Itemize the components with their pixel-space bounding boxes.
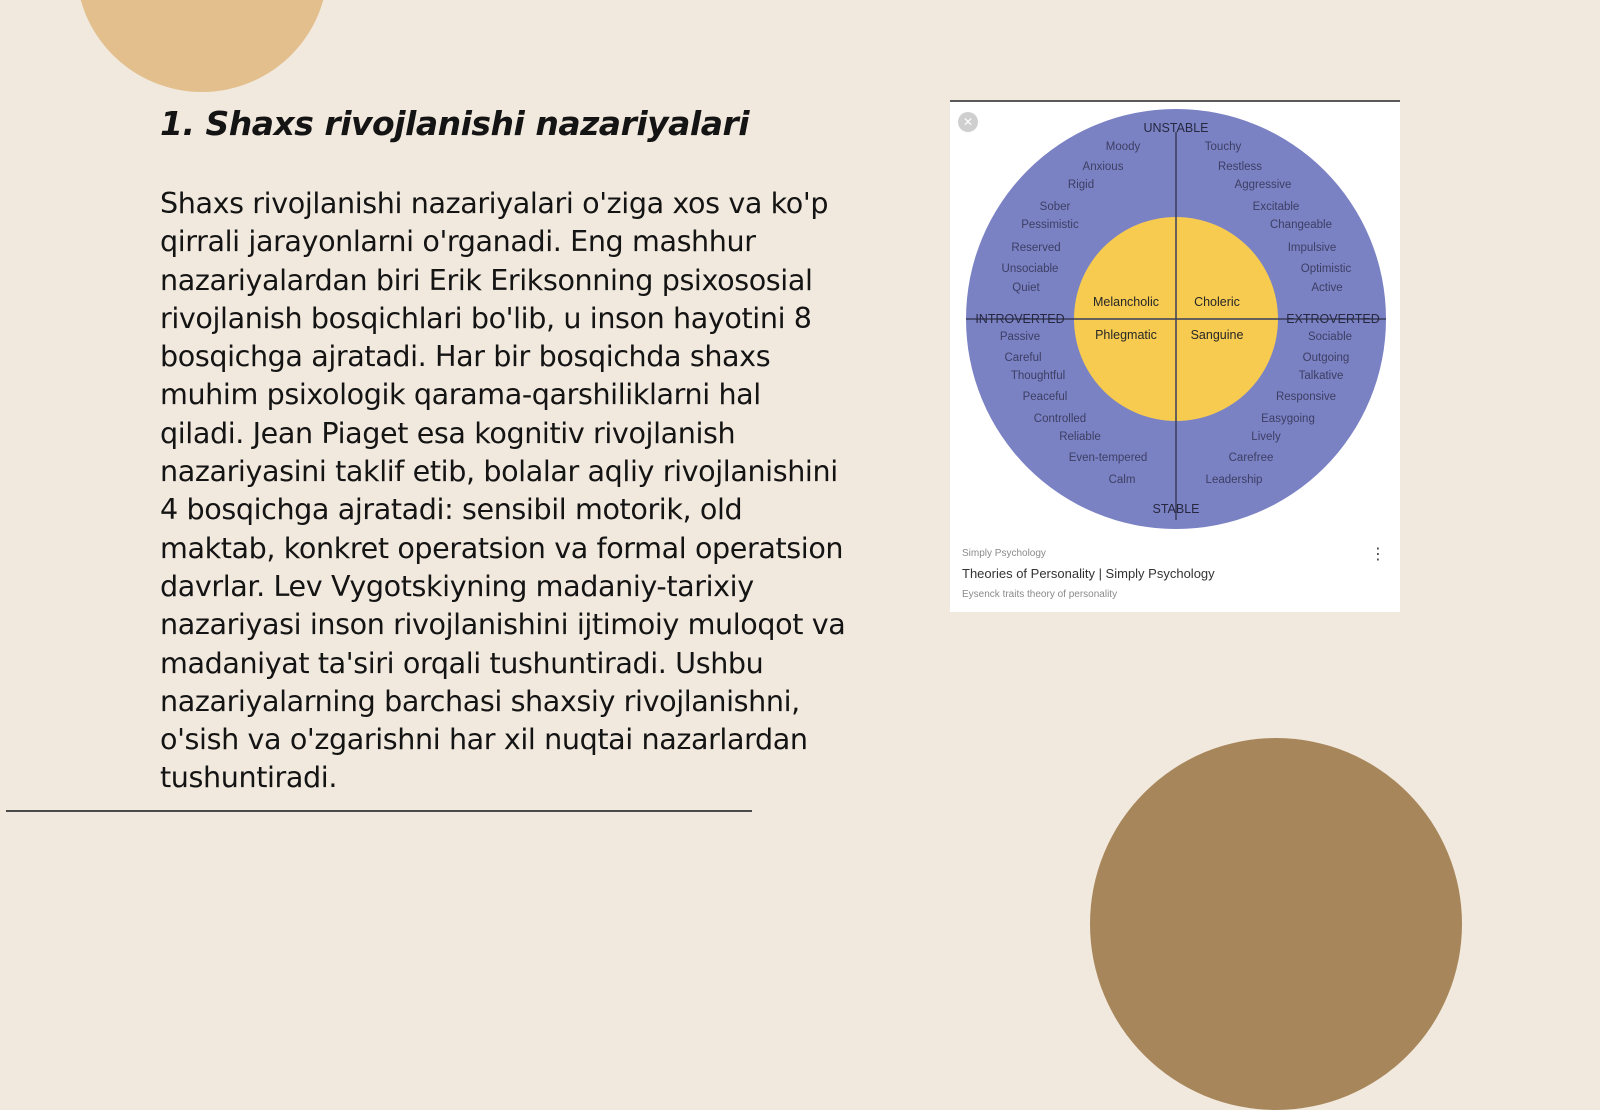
temperament-melancholic: Melancholic [1092, 295, 1160, 309]
axis-label-right: EXTROVERTED [1286, 312, 1380, 326]
horizontal-divider [6, 810, 752, 812]
trait-label: Touchy [1204, 141, 1242, 153]
close-icon[interactable]: ✕ [958, 112, 978, 132]
trait-label: Lively [1251, 431, 1281, 443]
decorative-circle-bottom [1090, 738, 1462, 1110]
trait-label: Rigid [1067, 179, 1095, 191]
slide-title: 1. Shaxs rivojlanishi nazariyalari [160, 104, 750, 143]
trait-label: Impulsive [1287, 242, 1337, 254]
image-card[interactable] [950, 100, 1400, 612]
trait-label: Leadership [1205, 474, 1263, 486]
trait-label: Quiet [1012, 282, 1040, 294]
trait-label: Sober [1039, 201, 1071, 213]
axis-label-left: INTROVERTED [975, 312, 1065, 326]
trait-label: Reliable [1059, 431, 1101, 443]
trait-label: Controlled [1033, 413, 1087, 425]
trait-label: Talkative [1298, 370, 1344, 382]
image-title-link[interactable]: Theories of Personality | Simply Psychology [962, 566, 1215, 581]
trait-label: Sociable [1307, 331, 1353, 343]
trait-label: Unsociable [1001, 263, 1059, 275]
trait-label: Aggressive [1234, 179, 1292, 191]
eysenck-personality-diagram [950, 102, 1400, 532]
temperament-sanguine: Sanguine [1190, 328, 1244, 342]
axis-label-top: UNSTABLE [1143, 121, 1209, 135]
trait-label: Anxious [1082, 161, 1124, 173]
trait-label: Easygoing [1261, 413, 1315, 425]
more-vertical-icon[interactable]: ⋮ [1370, 544, 1386, 563]
decorative-circle-top [76, 0, 328, 92]
trait-label: Calm [1108, 474, 1136, 486]
trait-label: Restless [1217, 161, 1263, 173]
axis-label-bottom: STABLE [1152, 502, 1200, 516]
trait-label: Passive [999, 331, 1041, 343]
temperament-phlegmatic: Phlegmatic [1095, 328, 1157, 342]
trait-label: Changeable [1269, 219, 1333, 231]
trait-label: Carefree [1228, 452, 1274, 464]
trait-label: Outgoing [1302, 352, 1350, 364]
image-caption: Eysenck traits theory of personality [962, 589, 1118, 600]
trait-label: Even-tempered [1068, 452, 1148, 464]
slide-body-text: Shaxs rivojlanishi nazariyalari o'ziga xos va ko'p qirrali jarayonlarni o'rganadi. Eng mashhur nazariyalardan biri Erik Eriksonning psixososial rivojlanish bosqichlari bo'lib, u inson hayotini 8 bosqichga ajratadi. Har bir bosqichda shaxs muhim psixologik qarama-qarshiliklarni hal qiladi. Jean Piaget esa kognitiv rivojlanish nazariyasini taklif etib, bolalar aqliy rivojlanishini 4 bosqichga ajratadi: sensibil motorik, old maktab, konkret operatsion va formal operatsion davrlar. Lev Vygotskiyning madaniy-tarixiy nazariyasi inson rivojlanishini ijtimoiy muloqot va madaniyat ta'siri orqali tushuntiradi. Ushbu nazariyalarning barchasi shaxsiy rivojlanishni, o'sish va o'zgarishni har xil nuqtai nazarlardan tushuntiradi. [160, 186, 846, 795]
trait-label: Reserved [1011, 242, 1061, 254]
trait-label: Active [1311, 282, 1343, 294]
trait-label: Responsive [1275, 391, 1337, 403]
trait-label: Moody [1105, 141, 1141, 153]
trait-label: Thoughtful [1010, 370, 1066, 382]
trait-label: Peaceful [1022, 391, 1068, 403]
trait-label: Optimistic [1300, 263, 1352, 275]
trait-label: Careful [1004, 352, 1042, 364]
trait-label: Pessimistic [1021, 219, 1079, 231]
trait-label: Excitable [1252, 201, 1300, 213]
image-source[interactable]: Simply Psychology [962, 548, 1046, 559]
temperament-choleric: Choleric [1194, 295, 1240, 309]
